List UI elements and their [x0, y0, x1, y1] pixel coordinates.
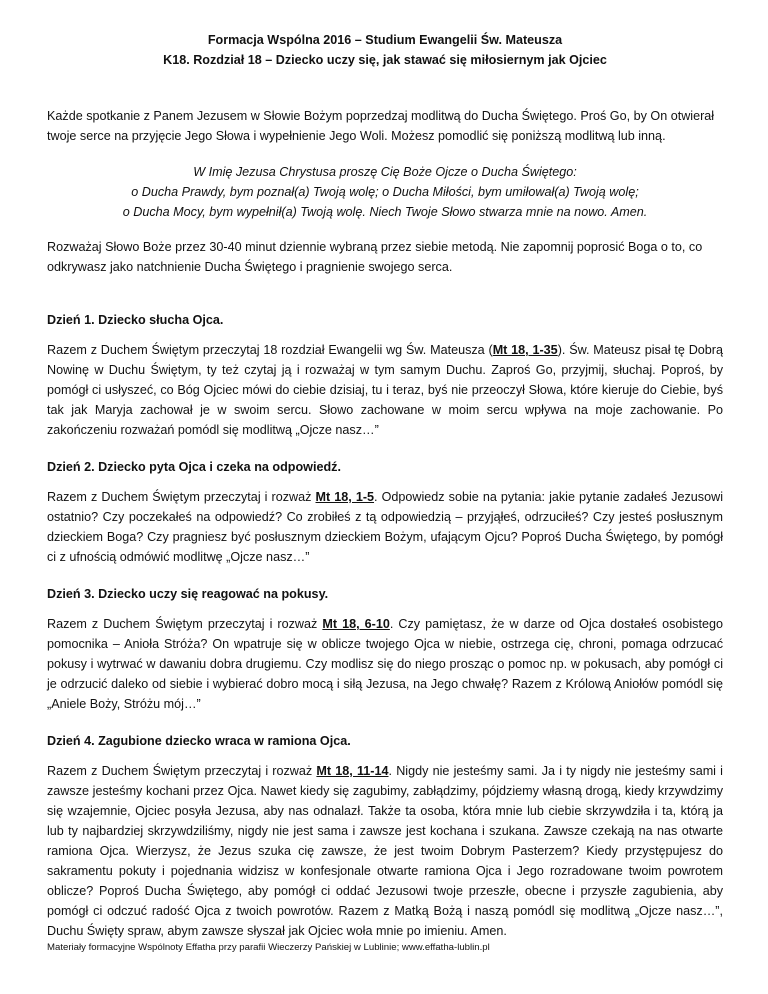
- day-title: Dzień 1. Dziecko słucha Ojca.: [47, 313, 224, 327]
- document-page: [47, 30, 723, 941]
- document-title-line1: Formacja Wspólna 2016 – Studium Ewangelii Św. Mateusza: [207, 33, 563, 47]
- day-title: Dzień 2. Dziecko pyta Ojca i czeka na odpowiedź.: [47, 460, 341, 474]
- prayer-block: [47, 162, 723, 222]
- day-section-2: [47, 457, 723, 567]
- prayer-line: o Ducha Prawdy, bym poznał(a) Twoją wolę; o Ducha Miłości, bym umiłował(a) Twoją wolę;: [131, 185, 639, 199]
- day-text-part: . Nigdy nie jesteśmy sami. Ja i ty nigdy nie jesteśmy sami i zawsze jesteśmy kochani przez Ojca. Nawet kiedy się zagubimy, zabłądzimy, pójdziemy własną drogą, kiedy krzywdzimy się wzajemnie, Ojciec posyła Jezusa, aby nas odnalazł. Także ta osoba, która mnie lub ciebie skrzywdziła i ta, którą ja lub ty najbardziej skrzywdziliśmy, nigdy nie jest sama i zawsze jest kochana i szukana. Zawsze czekają na nas otwarte ramiona Ojca. Wierzysz, że Jezus szuka cię zawsze, że jest twoim Dobrym Pasterzem? Kiedy przystępujesz do sakramentu pokuty i pojednania widzisz w konfesjonale otwarte ramiona Ojca i Jego rozradowane twoim powrotem oblicze? Poproś Ducha Świętego, aby pomógł ci oddać Jezusowi twoje przeszłe, obecne i przyszłe zagubienia, aby pomógł ci odczuć radość Ojca z twoich powrotów. Razem z Matką Bożą i naszą pomódl się modlitwą „Ojcze nasz…”, Duchu Święty spraw, abym zawsze słyszał jak Ojciec woła mnie po imieniu. Amen.: [47, 764, 723, 938]
- day-section-4: [47, 731, 723, 941]
- day-text-part: ). Św. Mateusz pisał tę Dobrą Nowinę w Duchu Świętym, ty też czytaj ją i rozważaj w tym samym Duchu. Zaproś Go, przyjmij, słuchaj. Poproś, by pomógł ci usłyszeć, co Bóg Ojciec mówi do ciebie dzisiaj, tu i teraz, byś nie przeoczył Słowa, które kieruje do Ciebie, byś tak jak Maryja zachował je w swoim sercu. Słowo zachowane w moim sercu wpływa na moje zachowanie. Po zakończeniu rozważań pomódl się modlitwą „Ojcze nasz…”: [47, 343, 724, 437]
- day-text-part: Razem z Duchem Świętym przeczytaj i rozważ: [47, 490, 316, 504]
- day-title: Dzień 4. Zagubione dziecko wraca w ramiona Ojca.: [47, 734, 351, 748]
- page-footer: Materiały formacyjne Wspólnoty Effatha przy parafii Wieczerzy Pańskiej w Lublinie; www.effatha-lublin.pl: [47, 942, 490, 953]
- day-text: [47, 487, 723, 567]
- day-text-part: Razem z Duchem Świętym przeczytaj i rozważ: [47, 764, 317, 778]
- method-paragraph: Rozważaj Słowo Boże przez 30-40 minut dziennie wybraną przez siebie metodą. Nie zapomnij poprosić Boga o to, co odkrywasz jako natchnienie Ducha Świętego i pragnienie swojego serca.: [47, 240, 703, 274]
- day-text-part: Razem z Duchem Świętym przeczytaj i rozważ: [47, 617, 323, 631]
- day-text-part: . Odpowiedz sobie na pytania: jakie pytanie zadałeś Jezusowi ostatnio? Czy poczekałeś na odpowiedź? Co zrobiłeś z tą odpowiedzią – przyjąłeś, odrzuciłeś? Czy jesteś posłusznym dzieckiem Boga? Czy pragniesz być posłusznym dzieckiem Bożym, ufającym Ojcu? Poproś Ducha Świętego, by pomógł ci z ufnością odmówić modlitwę „Ojcze nasz…”: [47, 490, 723, 564]
- prayer-line: o Ducha Mocy, bym wypełnił(a) Twoją wolę. Niech Twoje Słowo stwarza mnie na nowo. Amen.: [122, 205, 648, 219]
- day-text: [47, 614, 723, 714]
- scripture-reference: Mt 18, 1-5: [315, 490, 375, 504]
- day-text-part: Razem z Duchem Świętym przeczytaj 18 rozdział Ewangelii wg Św. Mateusza (: [47, 343, 493, 357]
- scripture-reference: Mt 18, 6-10: [322, 617, 390, 631]
- prayer-line: W Imię Jezusa Chrystusa proszę Cię Boże Ojcze o Ducha Świętego:: [193, 165, 577, 179]
- day-section-1: [47, 310, 723, 440]
- day-text: [47, 340, 723, 440]
- day-text-part: . Czy pamiętasz, że w darze od Ojca dostałeś osobistego pomocnika – Anioła Stróża? On wpatruje się w oblicze twojego Ojca w niebie, ostrzega cię, chroni, pomaga odrzucać pokusy i wytrwać w dawaniu dobra drugiemu. Czy modlisz się do niego prosząc o pomoc np. w pokusach, aby pomógł ci je odrzucić daleko od siebie i wybierać dobro mocą i siłą Jezusa, na Jego chwałę? Razem z Królową Aniołów pomódl się „Aniele Boży, Stróżu mój…”: [47, 617, 723, 711]
- day-text: [47, 761, 723, 941]
- intro-paragraph: Każde spotkanie z Panem Jezusem w Słowie Bożym poprzedzaj modlitwą do Ducha Świętego. Proś Go, by On otwierał twoje serce na przyjęcie Jego Słowa i wypełnienie Jego Woli. Możesz pomodlić się poniższą modlitwą lub inną.: [47, 109, 715, 143]
- document-title-line2: K18. Rozdział 18 – Dziecko uczy się, jak stawać się miłosiernym jak Ojciec: [163, 53, 607, 67]
- scripture-reference: Mt 18, 1-35: [492, 343, 558, 357]
- day-title: Dzień 3. Dziecko uczy się reagować na pokusy.: [47, 587, 329, 601]
- day-section-3: [47, 584, 723, 714]
- scripture-reference: Mt 18, 11-14: [316, 764, 389, 778]
